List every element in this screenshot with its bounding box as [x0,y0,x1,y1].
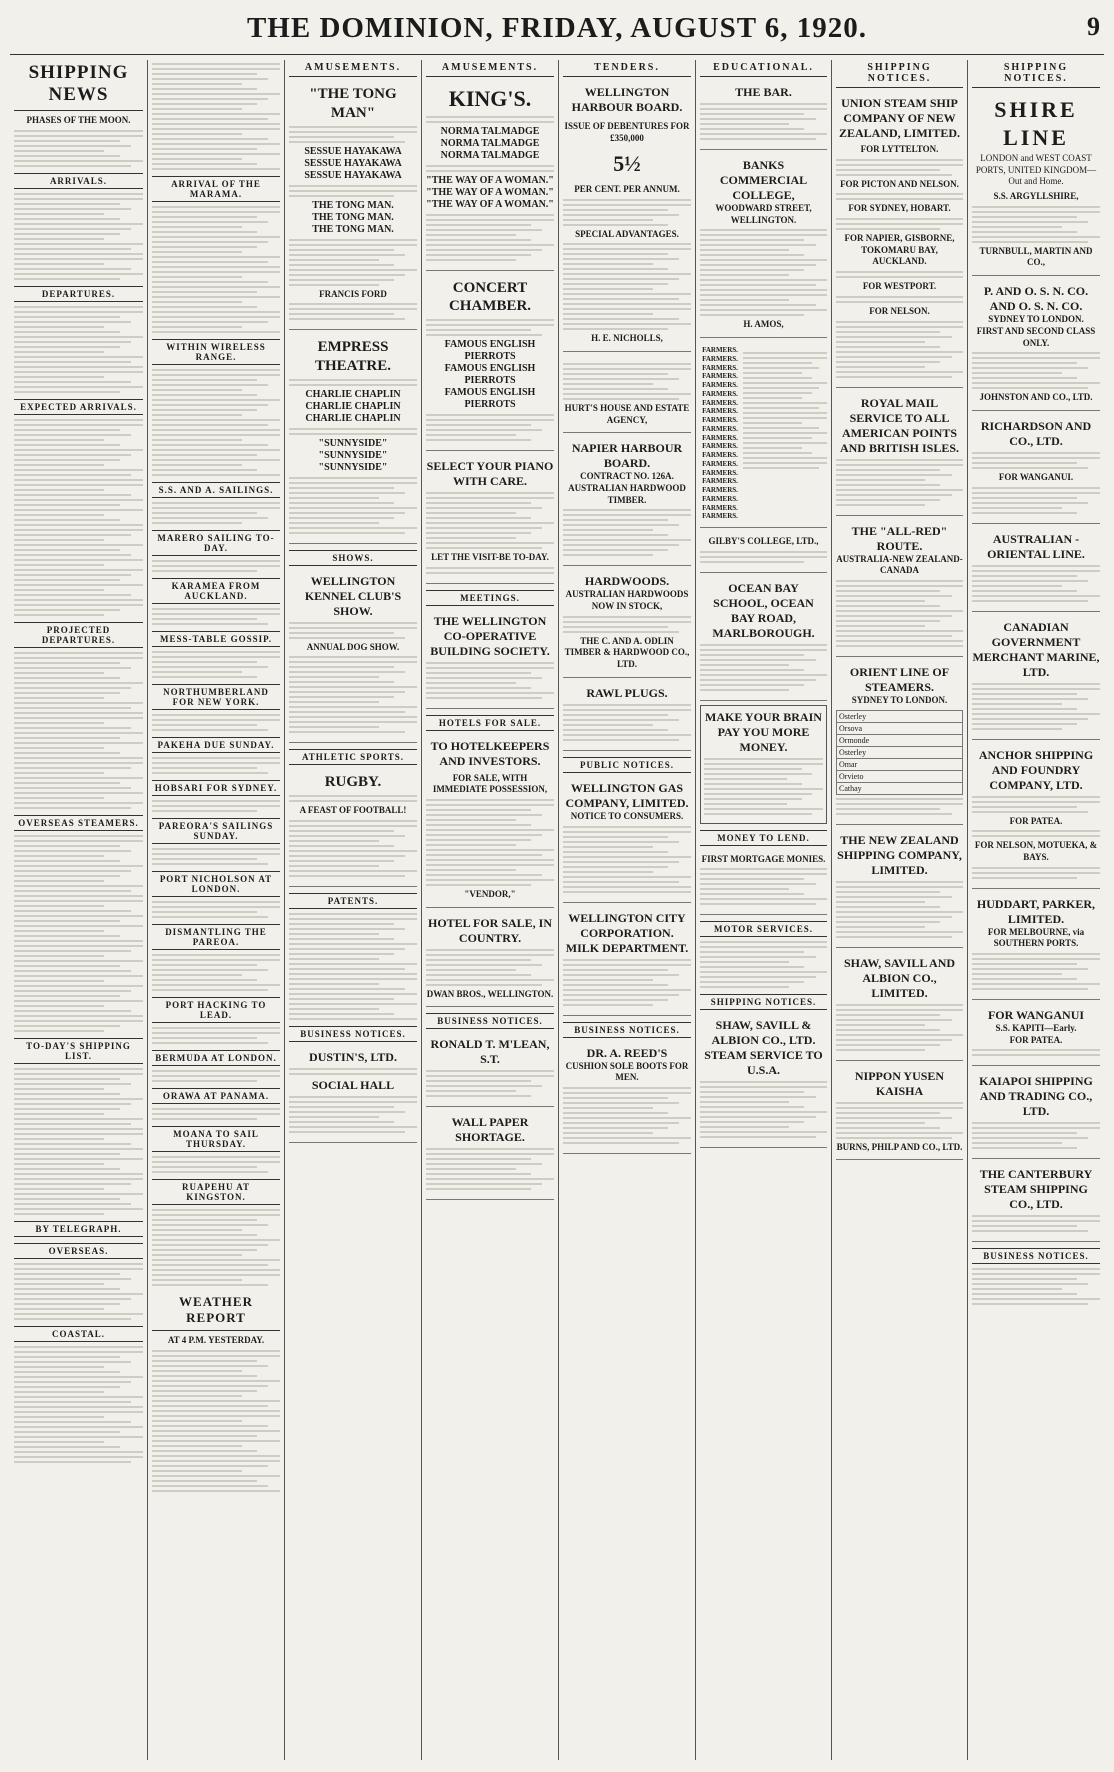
gas-company-title: WELLINGTON GAS COMPANY, LIMITED. [565,780,689,810]
farmers-1: FARMERS. [702,346,738,355]
for-patea-2: FOR PATEA. [1009,1034,1063,1045]
all-red-ad [836,520,963,657]
mclean-title: RONALD T. M'LEAN, S.T. [430,1037,550,1067]
overseas-heading: OVERSEAS. [14,1243,143,1259]
johnston-co: JOHNSTON AND CO., LTD. [979,392,1093,403]
piano-title: SELECT YOUR PIANO WITH CARE. [426,459,554,488]
first-mortgage: FIRST MORTGAGE MONIES. [701,853,826,864]
concert-chamber-ad [426,275,554,452]
empress-ad [289,334,417,544]
all-red-title: THE "ALL-RED" ROUTE. [851,523,948,553]
table-row [837,758,963,770]
farmers-4: FARMERS. [702,372,738,381]
shire-line-title: SHIRE LINE [994,97,1078,150]
farmers-5: FARMERS. [702,381,738,390]
norma-line-2: NORMA TALMADGE [440,137,540,149]
for-westport: FOR WESTPORT. [862,281,937,292]
for-sydney: FOR SYDNEY, HOBART. [848,203,951,214]
orawa-heading: ORAWA AT PANAMA. [152,1088,280,1104]
moon-phases-heading: PHASES OF THE MOON. [26,115,131,125]
brain-pay-title: MAKE YOUR BRAIN PAY YOU MORE MONEY. [705,709,822,754]
column-shipping-continued [148,60,285,1760]
arrivals-heading: ARRIVALS. [14,173,143,189]
hotelkeepers-title: TO HOTELKEEPERS AND INVESTORS. [430,738,550,768]
wireless-range-heading: WITHIN WIRELESS RANGE. [152,339,280,365]
kaiapoi-ad [972,1070,1100,1159]
shipping-news-heading: SHIPPING NEWS [14,60,143,111]
shaw-usa-title: SHAW, SAVILL & ALBION CO., LTD. STEAM SERVICE TO U.S.A. [704,1018,823,1078]
sessue-line-3: SESSUE HAYAKAWA [304,169,402,181]
amusements-heading-2: AMUSEMENTS. [426,60,554,77]
way-of-woman-2: "THE WAY OF A WOMAN." [426,186,554,198]
dwan-bros: DWAN BROS., WELLINGTON. [426,988,554,999]
chaplin-line-2: CHARLIE CHAPLIN [305,400,401,412]
farmers-16: FARMERS. [702,477,738,486]
sessue-line-1: SESSUE HAYAKAWA [304,145,402,157]
farmers-20: FARMERS. [702,512,738,521]
banks-college-ad [700,154,827,338]
city-corporation-ad [563,907,691,1016]
rawl-plugs-ad [563,682,691,751]
city-corporation-title: WELLINGTON CITY CORPORATION. MILK DEPARTMENT. [565,910,689,955]
building-society-title: THE WELLINGTON CO-OPERATIVE BUILDING SOCIETY. [430,613,550,658]
newspaper-title: THE DOMINION, FRIDAY, AUGUST 6, 1920. [246,12,868,44]
business-notices-heading-1: BUSINESS NOTICES. [289,1026,417,1042]
wallpaper-title: WALL PAPER SHORTAGE. [451,1115,529,1145]
sunnyside-line-2: "SUNNYSIDE" [318,449,388,461]
wanganui-ad [972,1004,1100,1066]
dustins-title: DUSTIN'S, LTD. [309,1049,397,1064]
australian-oriental-title: AUSTRALIAN - ORIENTAL LINE. [987,531,1085,561]
nippon-yusen-title: NIPPON YUSEN KAISHA [854,1068,945,1098]
column-shipping-notices-2 [968,60,1104,1760]
column-educational [696,60,832,1760]
projected-departures-heading: PROJECTED DEPARTURES. [14,622,143,648]
amos-signature: H. AMOS, [743,319,784,330]
shipping-list-heading: TO-DAY'S SHIPPING LIST. [14,1038,143,1064]
page-number: 9 [1087,12,1100,41]
shows-heading: SHOWS. [289,550,417,566]
building-society-ad [426,610,554,709]
australian-oriental-ad [972,528,1100,612]
meetings-heading: MEETINGS. [426,590,554,606]
nz-shipping-ad [836,829,963,948]
immediate-possession: FOR SALE, WITH IMMEDIATE POSSESSION, [432,772,548,795]
ship-name: Ormonde [837,734,963,746]
public-notices-heading: PUBLIC NOTICES. [563,757,691,773]
tong-man-ad [289,81,417,330]
farmers-18: FARMERS. [702,494,738,503]
orient-route: SYDNEY TO LONDON. [851,694,948,705]
harbour-secretary: H. E. NICHOLLS, [591,333,663,344]
kennel-club-ad [289,570,417,744]
cushion-sole: CUSHION SOLE BOOTS FOR MEN. [565,1060,689,1083]
mclean-ad [426,1033,554,1107]
way-of-woman-3: "THE WAY OF A WOMAN." [426,198,554,210]
marero-heading: MARERO SAILING TO-DAY. [152,530,280,556]
dismantling-heading: DISMANTLING THE PAREOA. [152,924,280,950]
brain-pay-ad [700,705,827,824]
po-title: P. AND O. S. N. CO. AND O. S. N. CO. [983,284,1089,314]
turnbull-martin: TURNBULL, MARTIN AND CO., [979,245,1093,268]
tong-man-line-3: THE TONG MAN. [312,223,394,235]
royal-mail-ad [836,392,963,516]
for-lyttelton: FOR LYTTELTON. [860,144,939,154]
ship-name: Orsova [837,722,963,734]
shire-line-sub: LONDON and WEST COAST PORTS, UNITED KINGDOM—Out and Home. [975,153,1097,187]
sydney-to-london: SYDNEY TO LONDON. [988,314,1084,325]
weather-report-subheading: AT 4 P.M. YESTERDAY. [167,1335,265,1345]
farmers-list [700,346,740,521]
port-hacking-heading: PORT HACKING TO LEAD. [152,997,280,1023]
table-row [837,770,963,782]
contract-number: CONTRACT NO. 126A. [580,471,674,482]
business-notices-heading-3: BUSINESS NOTICES. [563,1022,691,1038]
canadian-marine-title: CANADIAN GOVERNMENT MERCHANT MARINE, LTD. [972,619,1100,679]
huddart-parker-ad [972,893,1100,1000]
table-row [837,710,963,722]
column-amusements-2 [422,60,559,1760]
tenders-heading: TENDERS. [563,60,691,77]
hurts-agency-ad [563,356,691,433]
for-picton: FOR PICTON AND NELSON. [840,178,959,189]
royal-mail-title: ROYAL MAIL SERVICE TO ALL AMERICAN POINTS AND BRITISH ISLES. [839,395,960,455]
tong-man-line-1: THE TONG MAN. [312,199,394,211]
debentures-issue: ISSUE OF DEBENTURES FOR £350,000 [564,121,690,143]
burns-philp: BURNS, PHILP AND CO., LTD. [836,1141,963,1152]
francis-ford: FRANCIS FORD [319,288,387,299]
hurts-agency: HURT'S HOUSE AND ESTATE AGENCY, [564,402,690,425]
farmers-6: FARMERS. [702,389,738,398]
business-notices-heading-2: BUSINESS NOTICES. [426,1013,554,1029]
farmers-13: FARMERS. [702,451,738,460]
nippon-yusen-ad [836,1065,963,1161]
orient-line-title: ORIENT LINE OF STEAMERS. [849,664,950,694]
shaw-usa-ad [700,1014,827,1148]
moana-heading: MOANA TO SAIL THURSDAY. [152,1126,280,1152]
union-steam-title: UNION STEAM SHIP COMPANY OF NEW ZEALAND, LIMITED. [838,96,961,140]
farmers-12: FARMERS. [702,442,738,451]
huddart-parker-title: HUDDART, PARKER, LIMITED. [976,896,1096,926]
column-amusements-1 [285,60,422,1760]
social-hall-title: SOCIAL HALL [311,1077,395,1092]
way-of-woman-1: "THE WAY OF A WOMAN." [426,174,554,186]
concert-chamber-title: CONCERT CHAMBER. [448,279,532,315]
rugby-ad [289,769,417,886]
rawl-plugs-title: RAWL PLUGS. [586,685,668,700]
ocean-bay-ad [700,577,827,701]
norma-line-1: NORMA TALMADGE [440,125,540,137]
gilbys-college: GILBY'S COLLEGE, LTD., [708,536,819,547]
overseas-steamers-heading: OVERSEAS STEAMERS. [14,815,143,831]
the-bar-ad [700,81,827,150]
hardwood-timber: AUSTRALIAN HARDWOOD TIMBER. [568,483,686,505]
feast-of-football: A FEAST OF FOOTBALL! [299,805,407,816]
amusements-heading: AMUSEMENTS. [289,60,417,77]
farmers-3: FARMERS. [702,363,738,372]
table-row [837,734,963,746]
hotels-for-sale-heading: HOTELS FOR SALE. [426,715,554,731]
the-bar-title: THE BAR. [735,85,792,99]
athletic-sports-heading: ATHLETIC SPORTS. [289,749,417,765]
canada-route: AUSTRALIA-NEW ZEALAND-CANADA [836,553,963,576]
business-notices-heading-4: BUSINESS NOTICES. [972,1248,1100,1264]
shipping-notices-heading-2: SHIPPING NOTICES. [836,60,963,88]
column-tenders [559,60,696,1760]
kaiapoi-title: KAIAPOI SHIPPING AND TRADING CO., LTD. [979,1074,1093,1119]
notice-to-consumers: NOTICE TO CONSUMERS. [570,810,684,821]
kings-ad [426,81,554,271]
expected-arrivals-heading: EXPECTED ARRIVALS. [14,399,143,415]
for-wanganui-1: FOR WANGANUI. [998,471,1074,482]
hotel-country-title: HOTEL FOR SALE, IN COUNTRY. [427,915,553,945]
coastal-heading: COASTAL. [14,1326,143,1342]
departures-heading: DEPARTURES. [14,286,143,302]
hardwoods-ad [563,570,691,677]
australian-hardwoods: AUSTRALIAN HARDWOODS NOW IN STOCK, [565,589,689,612]
educational-heading: EDUCATIONAL. [700,60,827,77]
farmers-8: FARMERS. [702,407,738,416]
masthead [10,8,1104,55]
reed-title: DR. A. REED'S [586,1045,668,1060]
chaplin-line-3: CHARLIE CHAPLIN [305,412,401,424]
patents-heading: PATENTS. [289,893,417,909]
hardwoods-title: HARDWOODS. [584,574,670,589]
sessue-line-2: SESSUE HAYAKAWA [304,157,402,169]
ship-name: Orvieto [837,770,963,782]
for-nelson: FOR NELSON. [869,305,930,316]
farmers-17: FARMERS. [702,486,738,495]
richardson-ad [972,415,1100,524]
farmers-2: FARMERS. [702,354,738,363]
by-telegraph-heading: BY TELEGRAPH. [14,1221,143,1237]
for-napier: FOR NAPIER, GISBORNE, TOKOMARU BAY, AUCKLAND. [844,233,955,267]
columns [10,60,1104,1760]
pareora-heading: PAREORA'S SAILINGS SUNDAY. [152,818,280,844]
special-advantages: SPECIAL ADVANTAGES. [575,228,679,239]
hotel-country-ad [426,912,554,1008]
orient-line-ad [836,661,963,825]
ocean-bay-title: OCEAN BAY SCHOOL, OCEAN BAY ROAD, MARLBOROUGH. [712,580,815,640]
ship-name: Omar [837,758,963,770]
column-shipping-news [10,60,148,1760]
for-nelson-motueka: FOR NELSON, MOTUEKA, & BAYS. [974,840,1098,862]
farmers-7: FARMERS. [702,398,738,407]
dustins-ad [289,1046,417,1143]
canadian-marine-ad [972,616,1100,740]
for-wanganui-2: FOR WANGANUI [987,1008,1085,1022]
vendor-label: "VENDOR," [464,889,516,900]
wallpaper-ad [426,1111,554,1200]
mortgage-ad [700,850,827,916]
ship-name: Osterley [837,746,963,758]
ship-name: Cathay [837,782,963,794]
canterbury-ad [972,1163,1100,1242]
orient-sailings-table [836,710,963,795]
money-to-lend-heading: MONEY TO LEND. [700,830,827,846]
rugby-title: RUGBY. [324,774,382,791]
anchor-shipping-ad [972,744,1100,889]
shire-line-ad [972,92,1100,276]
hobsari-heading: HOBSARI FOR SYDNEY. [152,780,280,796]
gas-company-ad [563,777,691,903]
visit-today: LET THE VISIT-BE TO-DAY. [431,552,549,562]
richardson-title: RICHARDSON AND CO., LTD. [980,418,1092,448]
shipping-notices-heading-1: SHIPPING NOTICES. [700,994,827,1010]
motor-services-heading: MOTOR SERVICES. [700,921,827,937]
column-shipping-notices-1 [832,60,968,1760]
per-cent-label: PER CENT. PER ANNUM. [574,183,680,194]
tong-man-title: "THE TONG MAN" [309,86,397,121]
canterbury-title: THE CANTERBURY STEAM SHIPPING CO., LTD. [979,1167,1093,1212]
union-steam-ad [836,92,963,388]
empress-title: EMPRESS THEATRE. [315,339,391,374]
napier-harbour-ad [563,437,691,566]
banks-college-title: BANKS COMMERCIAL COLLEGE, [719,158,808,202]
napier-title: NAPIER HARBOUR BOARD. [571,441,683,471]
table-row [837,782,963,794]
pakeha-heading: PAKEHA DUE SUNDAY. [152,737,280,753]
shaw-savill-title: SHAW, SAVILL AND ALBION CO., LIMITED. [843,955,956,1000]
bermuda-heading: BERMUDA AT LONDON. [152,1050,280,1066]
woodward-street: WOODWARD STREET, WELLINGTON. [715,203,812,225]
farmers-15: FARMERS. [702,468,738,477]
po-ad [972,280,1100,411]
farmers-10: FARMERS. [702,424,738,433]
table-row [837,722,963,734]
for-melbourne: FOR MELBOURNE, via SOUTHERN PORTS. [987,926,1085,949]
table-row [837,746,963,758]
pierrots-line-3: FAMOUS ENGLISH PIERROTS [444,387,536,410]
shipping-notices-heading-3: SHIPPING NOTICES. [972,60,1100,88]
northumberland-heading: NORTHUMBERLAND FOR NEW YORK. [152,684,280,710]
weather-report-heading: WEATHER REPORT [152,1292,280,1331]
kapiti: S.S. KAPITI—Early. [995,1023,1077,1033]
marama-heading: ARRIVAL OF THE MARAMA. [152,176,280,202]
kings-title: KING'S. [448,86,532,111]
ss-sailings-heading: S.S. AND A. SAILINGS. [152,482,280,498]
pierrots-line-1: FAMOUS ENGLISH PIERROTS [444,339,536,362]
ruapehu-heading: RUAPEHU AT KINGSTON. [152,1179,280,1205]
farmers-14: FARMERS. [702,459,738,468]
harbour-board-ad [563,81,691,352]
odlin-timber: THE C. AND A. ODLIN TIMBER & HARDWOOD CO., LTD. [564,635,690,670]
hotelkeepers-ad [426,735,554,908]
harbour-board-title: WELLINGTON HARBOUR BOARD. [571,85,683,114]
dog-show-label: ANNUAL DOG SHOW. [306,641,400,652]
shaw-savill-ad [836,952,963,1061]
pierrots-line-2: FAMOUS ENGLISH PIERROTS [444,363,536,386]
farmers-9: FARMERS. [702,416,738,425]
gilbys-ad [700,532,827,573]
mess-table-heading: MESS-TABLE GOSSIP. [152,631,280,647]
piano-ad [426,455,554,584]
kennel-club-title: WELLINGTON KENNEL CLUB'S SHOW. [304,573,402,618]
debenture-rate: 5½ [613,151,641,177]
anchor-shipping-title: ANCHOR SHIPPING AND FOUNDRY COMPANY, LTD. [978,747,1094,792]
farmers-11: FARMERS. [702,433,738,442]
farmers-ad [700,342,827,528]
sunnyside-line-1: "SUNNYSIDE" [318,437,388,449]
norma-line-3: NORMA TALMADGE [440,149,540,161]
for-patea-1: FOR PATEA. [1009,815,1063,826]
karamea-heading: KARAMEA FROM AUCKLAND. [152,578,280,604]
farmers-19: FARMERS. [702,503,738,512]
reed-ad [563,1042,691,1154]
tong-man-line-2: THE TONG MAN. [312,211,394,223]
chaplin-line-1: CHARLIE CHAPLIN [305,388,401,400]
nz-shipping-title: THE NEW ZEALAND SHIPPING COMPANY, LIMITED. [837,832,962,877]
sunnyside-line-3: "SUNNYSIDE" [318,461,388,473]
argyllshire: S.S. ARGYLLSHIRE, [993,191,1079,202]
port-nicholson-heading: PORT NICHOLSON AT LONDON. [152,871,280,897]
first-second-class: FIRST AND SECOND CLASS ONLY. [976,325,1096,348]
ship-name: Osterley [837,710,963,722]
